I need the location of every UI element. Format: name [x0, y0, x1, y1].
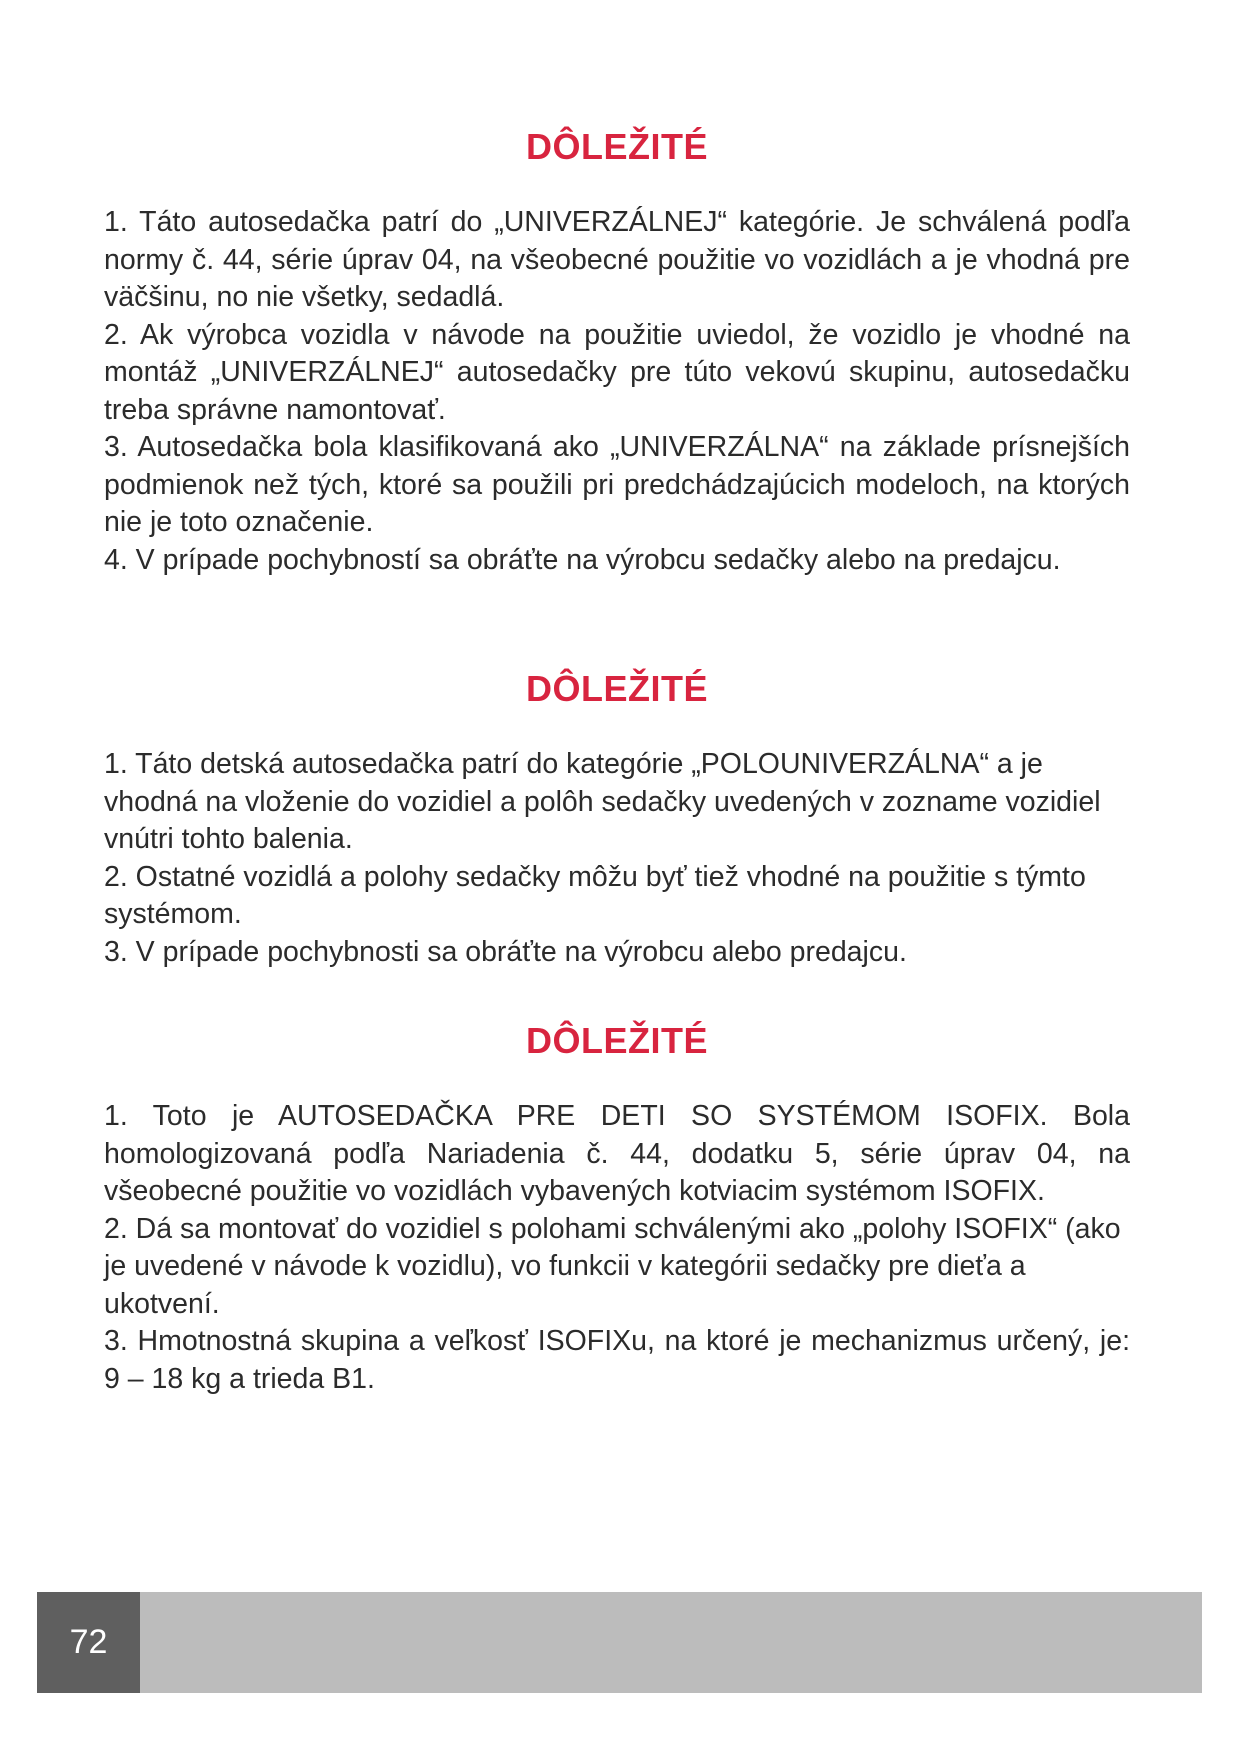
- item-list: [104, 746, 1130, 971]
- item-list: [104, 204, 1130, 579]
- important-section-universal: [104, 126, 1130, 576]
- list-item: 3. V prípade pochybnosti sa obráťte na výrobcu alebo predajcu.: [104, 935, 907, 968]
- list-item: 1. Táto detská autosedačka patrí do kategórie „POLOUNIVERZÁLNA“ a je vhodná na vloženie do vozidiel a polôh sedačky uvedených v zozname vozidiel vnútri tohto balenia.: [104, 748, 1101, 855]
- important-section-semi-universal: [104, 668, 1130, 968]
- page-number: 72: [69, 1623, 108, 1661]
- page-number-box: [37, 1592, 140, 1693]
- list-item: 2. Dá sa montovať do vozidiel s polohami schválenými ako „polohy ISOFIX“ (ako je uvedené v návode k vozidlu), vo funkcii v kategórii sedačky pre dieťa a ukotvení.: [104, 1212, 1121, 1320]
- list-item: 1. Toto je AUTOSEDAČKA PRE DETI SO SYSTÉMOM ISOFIX. Bola homologizovaná podľa Nariadenia č. 44, dodatku 5, série úprav 04, na všeobecné použitie vo vozidlách vybavených kotviacim systémom ISOFIX.: [104, 1100, 1130, 1207]
- list-item: 3. Autosedačka bola klasifikovaná ako „UNIVERZÁLNA“ na základe prísnejších podmienok než tých, ktoré sa použili pri predchádzajúcich modeloch, na ktorých nie je toto označenie.: [104, 431, 1130, 538]
- section-heading: DÔLEŽITÉ: [526, 668, 708, 709]
- list-item: 3. Hmotnostná skupina a veľkosť ISOFIXu, na ktoré je mechanizmus určený, je: 9 – 18 kg a trieda B1.: [104, 1325, 1130, 1395]
- section-heading: DÔLEŽITÉ: [526, 126, 708, 167]
- list-item: 1. Táto autosedačka patrí do „UNIVERZÁLNEJ“ kategórie. Je schválená podľa normy č. 44, série úprav 04, na všeobecné použitie vo vozidlách a je vhodná pre väčšinu, no nie všetky, sedadlá.: [104, 206, 1130, 313]
- footer-bar: [37, 1592, 1202, 1693]
- list-item: 4. V prípade pochybností sa obráťte na výrobcu sedačky alebo na predajcu.: [104, 543, 1061, 576]
- important-section-isofix: [104, 1020, 1130, 1395]
- list-item: 2. Ostatné vozidlá a polohy sedačky môžu byť tiež vhodné na použitie s týmto systémom.: [104, 860, 1086, 930]
- item-list: [104, 1098, 1130, 1398]
- section-heading: DÔLEŽITÉ: [526, 1020, 708, 1061]
- list-item: 2. Ak výrobca vozidla v návode na použitie uviedol, že vozidlo je vhodné na montáž „UNIVERZÁLNEJ“ autosedačky pre túto vekovú skupinu, autosedačku treba správne namontovať.: [104, 318, 1130, 426]
